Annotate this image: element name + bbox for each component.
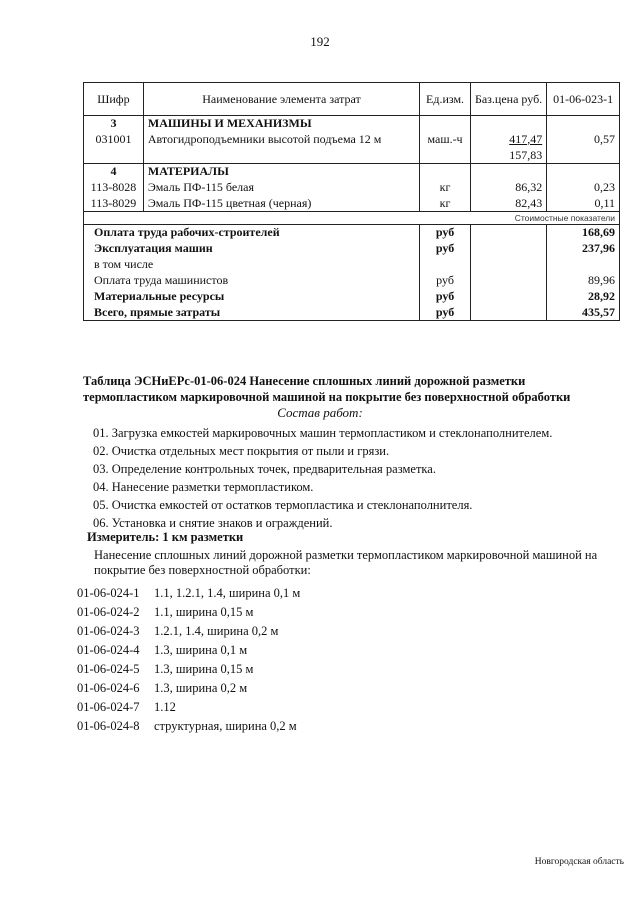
machines-section-row bbox=[84, 116, 620, 132]
cost-unit: руб bbox=[420, 273, 471, 289]
code: 01-06-024-6 bbox=[77, 681, 140, 695]
code-text: 1.12 bbox=[154, 700, 176, 714]
code-text: 1.1, 1.2.1, 1.4, ширина 0,1 м bbox=[154, 586, 301, 600]
code-text: 1.3, ширина 0,2 м bbox=[154, 681, 248, 695]
code: 01-06-024-7 bbox=[77, 700, 140, 714]
description-line1: Нанесение сплошных линий дорожной разметки термопластиком маркировочной машиной на bbox=[94, 548, 598, 562]
code: 01-06-024-2 bbox=[77, 605, 140, 619]
code-text: 1.1, ширина 0,15 м bbox=[154, 605, 254, 619]
cost-value: 237,96 bbox=[547, 241, 620, 257]
description-line2: покрытие без поверхностной обработки: bbox=[94, 563, 311, 577]
row-price: 82,43 bbox=[470, 196, 546, 212]
norms-table bbox=[83, 82, 620, 321]
list-item: 06. Установка и снятие знаков и ограждений. bbox=[93, 516, 333, 530]
code-text: 1.2.1, 1.4, ширина 0,2 м bbox=[154, 624, 279, 638]
row-code: 113-8028 bbox=[84, 180, 144, 196]
list-item: 02. Очистка отдельных мест покрытия от пыли и грязи. bbox=[93, 444, 390, 458]
works-list bbox=[93, 424, 552, 532]
code: 01-06-024-8 bbox=[77, 719, 140, 733]
table-title bbox=[83, 373, 623, 405]
cost-name: в том числе bbox=[84, 257, 420, 273]
row-price: 86,32 bbox=[470, 180, 546, 196]
code: 01-06-024-4 bbox=[77, 643, 140, 657]
cost-unit: руб bbox=[420, 225, 471, 241]
cost-name: Материальные ресурсы bbox=[84, 289, 420, 305]
cost-row bbox=[84, 241, 620, 257]
cost-row bbox=[84, 257, 620, 273]
list-item: 05. Очистка емкостей от остатков термопластика и стеклонаполнителя. bbox=[93, 498, 473, 512]
header-base-price: Баз.цена руб. bbox=[470, 83, 546, 116]
cost-indicators-row bbox=[84, 212, 620, 225]
list-item bbox=[77, 641, 300, 660]
row-code: 031001 bbox=[84, 132, 144, 148]
cost-name: Эксплуатация машин bbox=[84, 241, 420, 257]
cost-name: Всего, прямые затраты bbox=[84, 305, 420, 321]
row-name: Автогидроподъемники высотой подъема 12 м bbox=[143, 132, 419, 148]
list-item: 03. Определение контрольных точек, предварительная разметка. bbox=[93, 462, 436, 476]
code-text: 1.3, ширина 0,15 м bbox=[154, 662, 254, 676]
machines-section-no: 3 bbox=[84, 116, 144, 132]
cost-unit: руб bbox=[420, 305, 471, 321]
list-item bbox=[77, 622, 300, 641]
row-value: 0,11 bbox=[547, 196, 620, 212]
list-item bbox=[77, 584, 300, 603]
cost-row bbox=[84, 305, 620, 321]
works-heading: Состав работ: bbox=[277, 405, 363, 420]
cost-unit: руб bbox=[420, 241, 471, 257]
row-unit: кг bbox=[420, 180, 471, 196]
code-text: 1.3, ширина 0,1 м bbox=[154, 643, 248, 657]
row-value: 0,57 bbox=[547, 132, 620, 148]
codes-list bbox=[77, 584, 300, 736]
row-price: 417,47 bbox=[470, 132, 546, 148]
cost-indicators-label: Стоимостные показатели bbox=[84, 212, 620, 225]
cost-name: Оплата труда рабочих-строителей bbox=[84, 225, 420, 241]
code: 01-06-024-5 bbox=[77, 662, 140, 676]
row-value: 0,23 bbox=[547, 180, 620, 196]
description bbox=[94, 548, 624, 578]
table-row bbox=[84, 132, 620, 148]
list-item: 04. Нанесение разметки термопластиком. bbox=[93, 480, 314, 494]
cost-row bbox=[84, 289, 620, 305]
cost-unit: руб bbox=[420, 289, 471, 305]
page-number: 192 bbox=[310, 34, 330, 49]
row-unit: маш.-ч bbox=[420, 132, 471, 148]
machines-section-title: МАШИНЫ И МЕХАНИЗМЫ bbox=[143, 116, 419, 132]
measure-unit: Измеритель: 1 км разметки bbox=[87, 530, 244, 544]
table-title-line1: Таблица ЭСНиЕРс-01-06-024 Нанесение сплошных линий дорожной разметки bbox=[83, 374, 526, 388]
footer-region: Новгородская область bbox=[534, 857, 624, 867]
list-item bbox=[77, 660, 300, 679]
materials-section-title: МАТЕРИАЛЫ bbox=[143, 164, 419, 180]
table-row bbox=[84, 148, 620, 164]
list-item bbox=[77, 679, 300, 698]
cost-value: 435,57 bbox=[547, 305, 620, 321]
header-code: Шифр bbox=[84, 83, 144, 116]
header-unit: Ед.изм. bbox=[420, 83, 471, 116]
table-row bbox=[84, 180, 620, 196]
cost-row bbox=[84, 225, 620, 241]
header-norm: 01-06-023-1 bbox=[547, 83, 620, 116]
table-row bbox=[84, 196, 620, 212]
row-price-secondary: 157,83 bbox=[470, 148, 546, 164]
row-name: Эмаль ПФ-115 белая bbox=[143, 180, 419, 196]
row-name: Эмаль ПФ-115 цветная (черная) bbox=[143, 196, 419, 212]
cost-name: Оплата труда машинистов bbox=[84, 273, 420, 289]
cost-value: 89,96 bbox=[547, 273, 620, 289]
cost-value: 28,92 bbox=[547, 289, 620, 305]
list-item bbox=[77, 717, 300, 736]
row-unit: кг bbox=[420, 196, 471, 212]
code: 01-06-024-1 bbox=[77, 586, 140, 600]
list-item bbox=[77, 698, 300, 717]
row-code: 113-8029 bbox=[84, 196, 144, 212]
code: 01-06-024-3 bbox=[77, 624, 140, 638]
header-name: Наименование элемента затрат bbox=[143, 83, 419, 116]
code-text: структурная, ширина 0,2 м bbox=[154, 719, 297, 733]
list-item: 01. Загрузка емкостей маркировочных машин термопластиком и стеклонаполнителем. bbox=[93, 426, 553, 440]
materials-section-no: 4 bbox=[84, 164, 144, 180]
cost-row bbox=[84, 273, 620, 289]
table-title-line2: термопластиком маркировочной машиной на покрытие без поверхностной обработки bbox=[83, 390, 571, 404]
materials-section-row bbox=[84, 164, 620, 180]
cost-value: 168,69 bbox=[547, 225, 620, 241]
table-header-row bbox=[84, 83, 620, 116]
list-item bbox=[77, 603, 300, 622]
